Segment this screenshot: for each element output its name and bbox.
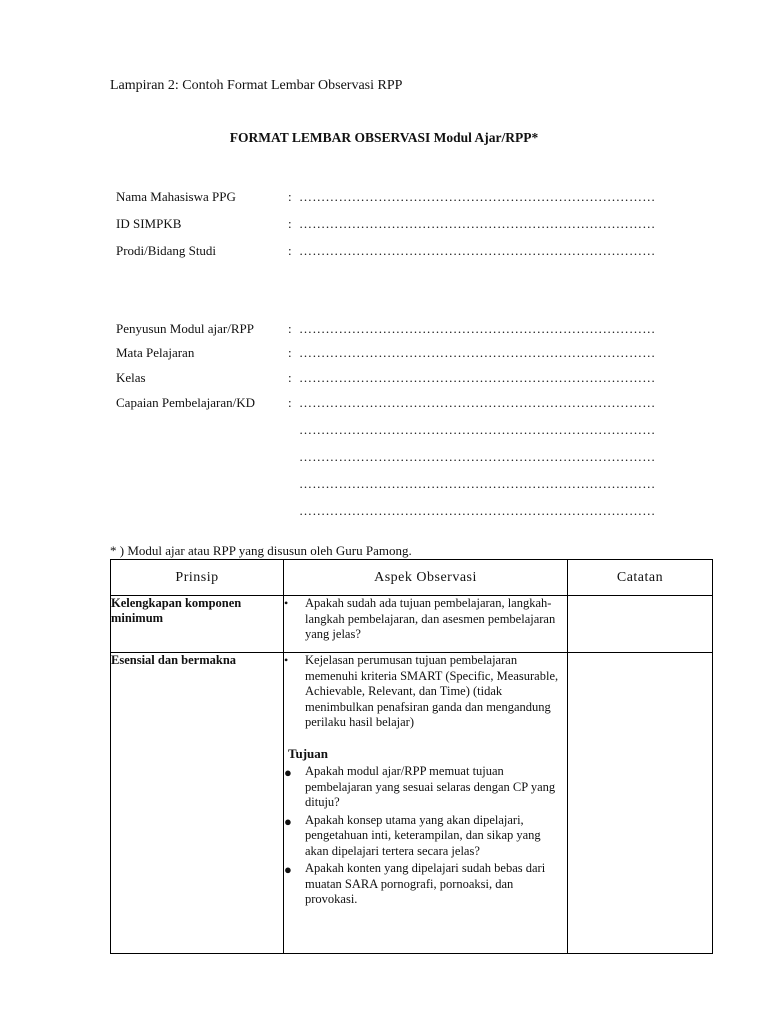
field-label: Kelas <box>116 370 146 385</box>
prinsip-cell: Kelengkapan komponen minimum <box>111 596 284 653</box>
field-dotted-line: ……………………………………………………………………… <box>299 216 656 231</box>
bullet-icon: ● <box>284 813 292 829</box>
aspek-list <box>284 596 567 643</box>
field-label: Prodi/Bidang Studi <box>116 243 217 258</box>
tujuan-list <box>284 764 567 908</box>
appendix-caption: Lampiran 2: Contoh Format Lembar Observasi RPP <box>110 78 403 93</box>
header-aspek-observasi: Aspek Observasi <box>284 560 568 596</box>
field-label: Penyusun Modul ajar/RPP <box>116 321 254 336</box>
field-label: ID SIMPKB <box>116 216 182 231</box>
aspek-text: Apakah konsep utama yang akan dipelajari, pengetahuan inti, keterampilan, dan sikap yang akan dipelajari tertera secara jelas? <box>305 812 541 858</box>
field-colon: : <box>288 345 292 360</box>
document-title: FORMAT LEMBAR OBSERVASI Modul Ajar/RPP* <box>229 130 539 145</box>
catatan-cell[interactable] <box>568 596 713 653</box>
bullet-icon: ● <box>284 862 292 877</box>
field-colon: : <box>288 370 292 385</box>
field-dotted-line: ……………………………………………………………………… <box>299 321 656 336</box>
header-prinsip: Prinsip <box>111 560 284 596</box>
list-item <box>284 764 567 811</box>
field-colon: : <box>288 216 292 231</box>
table-row <box>111 653 713 954</box>
list-item <box>284 861 567 908</box>
aspek-cell <box>284 596 568 653</box>
field-dotted-line: ……………………………………………………………………… <box>299 370 656 385</box>
list-item <box>284 813 567 860</box>
header-catatan: Catatan <box>568 560 713 596</box>
observation-table <box>110 559 713 954</box>
aspek-list <box>284 653 567 731</box>
footnote: * ) Modul ajar atau RPP yang disusun oleh Guru Pamong. <box>110 543 412 558</box>
list-item <box>284 596 567 643</box>
capaian-continuation-line[interactable]: ……………………………………………………………………… <box>299 476 656 491</box>
field-colon: : <box>288 243 292 258</box>
list-item <box>284 653 567 731</box>
field-label: Mata Pelajaran <box>116 345 195 360</box>
aspek-text: Apakah modul ajar/RPP memuat tujuan pembelajaran yang sesuai selaras dengan CP yang dituju? <box>305 764 556 809</box>
aspek-cell <box>284 653 568 954</box>
field-dotted-line: ……………………………………………………………………… <box>299 345 656 360</box>
table-header-row <box>111 560 713 596</box>
subheading-tujuan: Tujuan <box>288 745 328 761</box>
aspek-text: Apakah sudah ada tujuan pembelajaran, langkah-langkah pembelajaran, dan asesmen pembelajaran yang jelas? <box>305 596 556 641</box>
prinsip-cell: Esensial dan bermakna <box>111 653 284 954</box>
table-row <box>111 596 713 653</box>
field-dotted-line: ……………………………………………………………………… <box>299 243 656 258</box>
capaian-continuation-line[interactable]: ……………………………………………………………………… <box>299 449 656 464</box>
aspek-text: Apakah konten yang dipelajari sudah bebas dari muatan SARA pornografi, pornoaksi, dan provokasi. <box>305 861 546 906</box>
aspek-text: Kejelasan perumusan tujuan pembelajaran memenuhi kriteria SMART (Specific, Measurable, Achievable, Relevant, dan Time) (tidak menimbulkan penafsiran ganda dan mengandung perilaku hasil belajar) <box>305 653 559 729</box>
field-colon: : <box>288 321 292 336</box>
field-dotted-line: ……………………………………………………………………… <box>299 395 656 410</box>
bullet-icon: ● <box>284 765 292 780</box>
catatan-cell[interactable] <box>568 653 713 954</box>
field-dotted-line: ……………………………………………………………………… <box>299 189 656 204</box>
field-colon: : <box>288 395 292 410</box>
field-label: Capaian Pembelajaran/KD <box>116 395 255 410</box>
capaian-continuation-line[interactable]: ……………………………………………………………………… <box>299 503 656 518</box>
field-colon: : <box>288 189 292 204</box>
bullet-icon: • <box>284 653 289 667</box>
bullet-icon: • <box>284 596 289 610</box>
capaian-continuation-line[interactable]: ……………………………………………………………………… <box>299 422 656 437</box>
field-label: Nama Mahasiswa PPG <box>116 189 236 204</box>
